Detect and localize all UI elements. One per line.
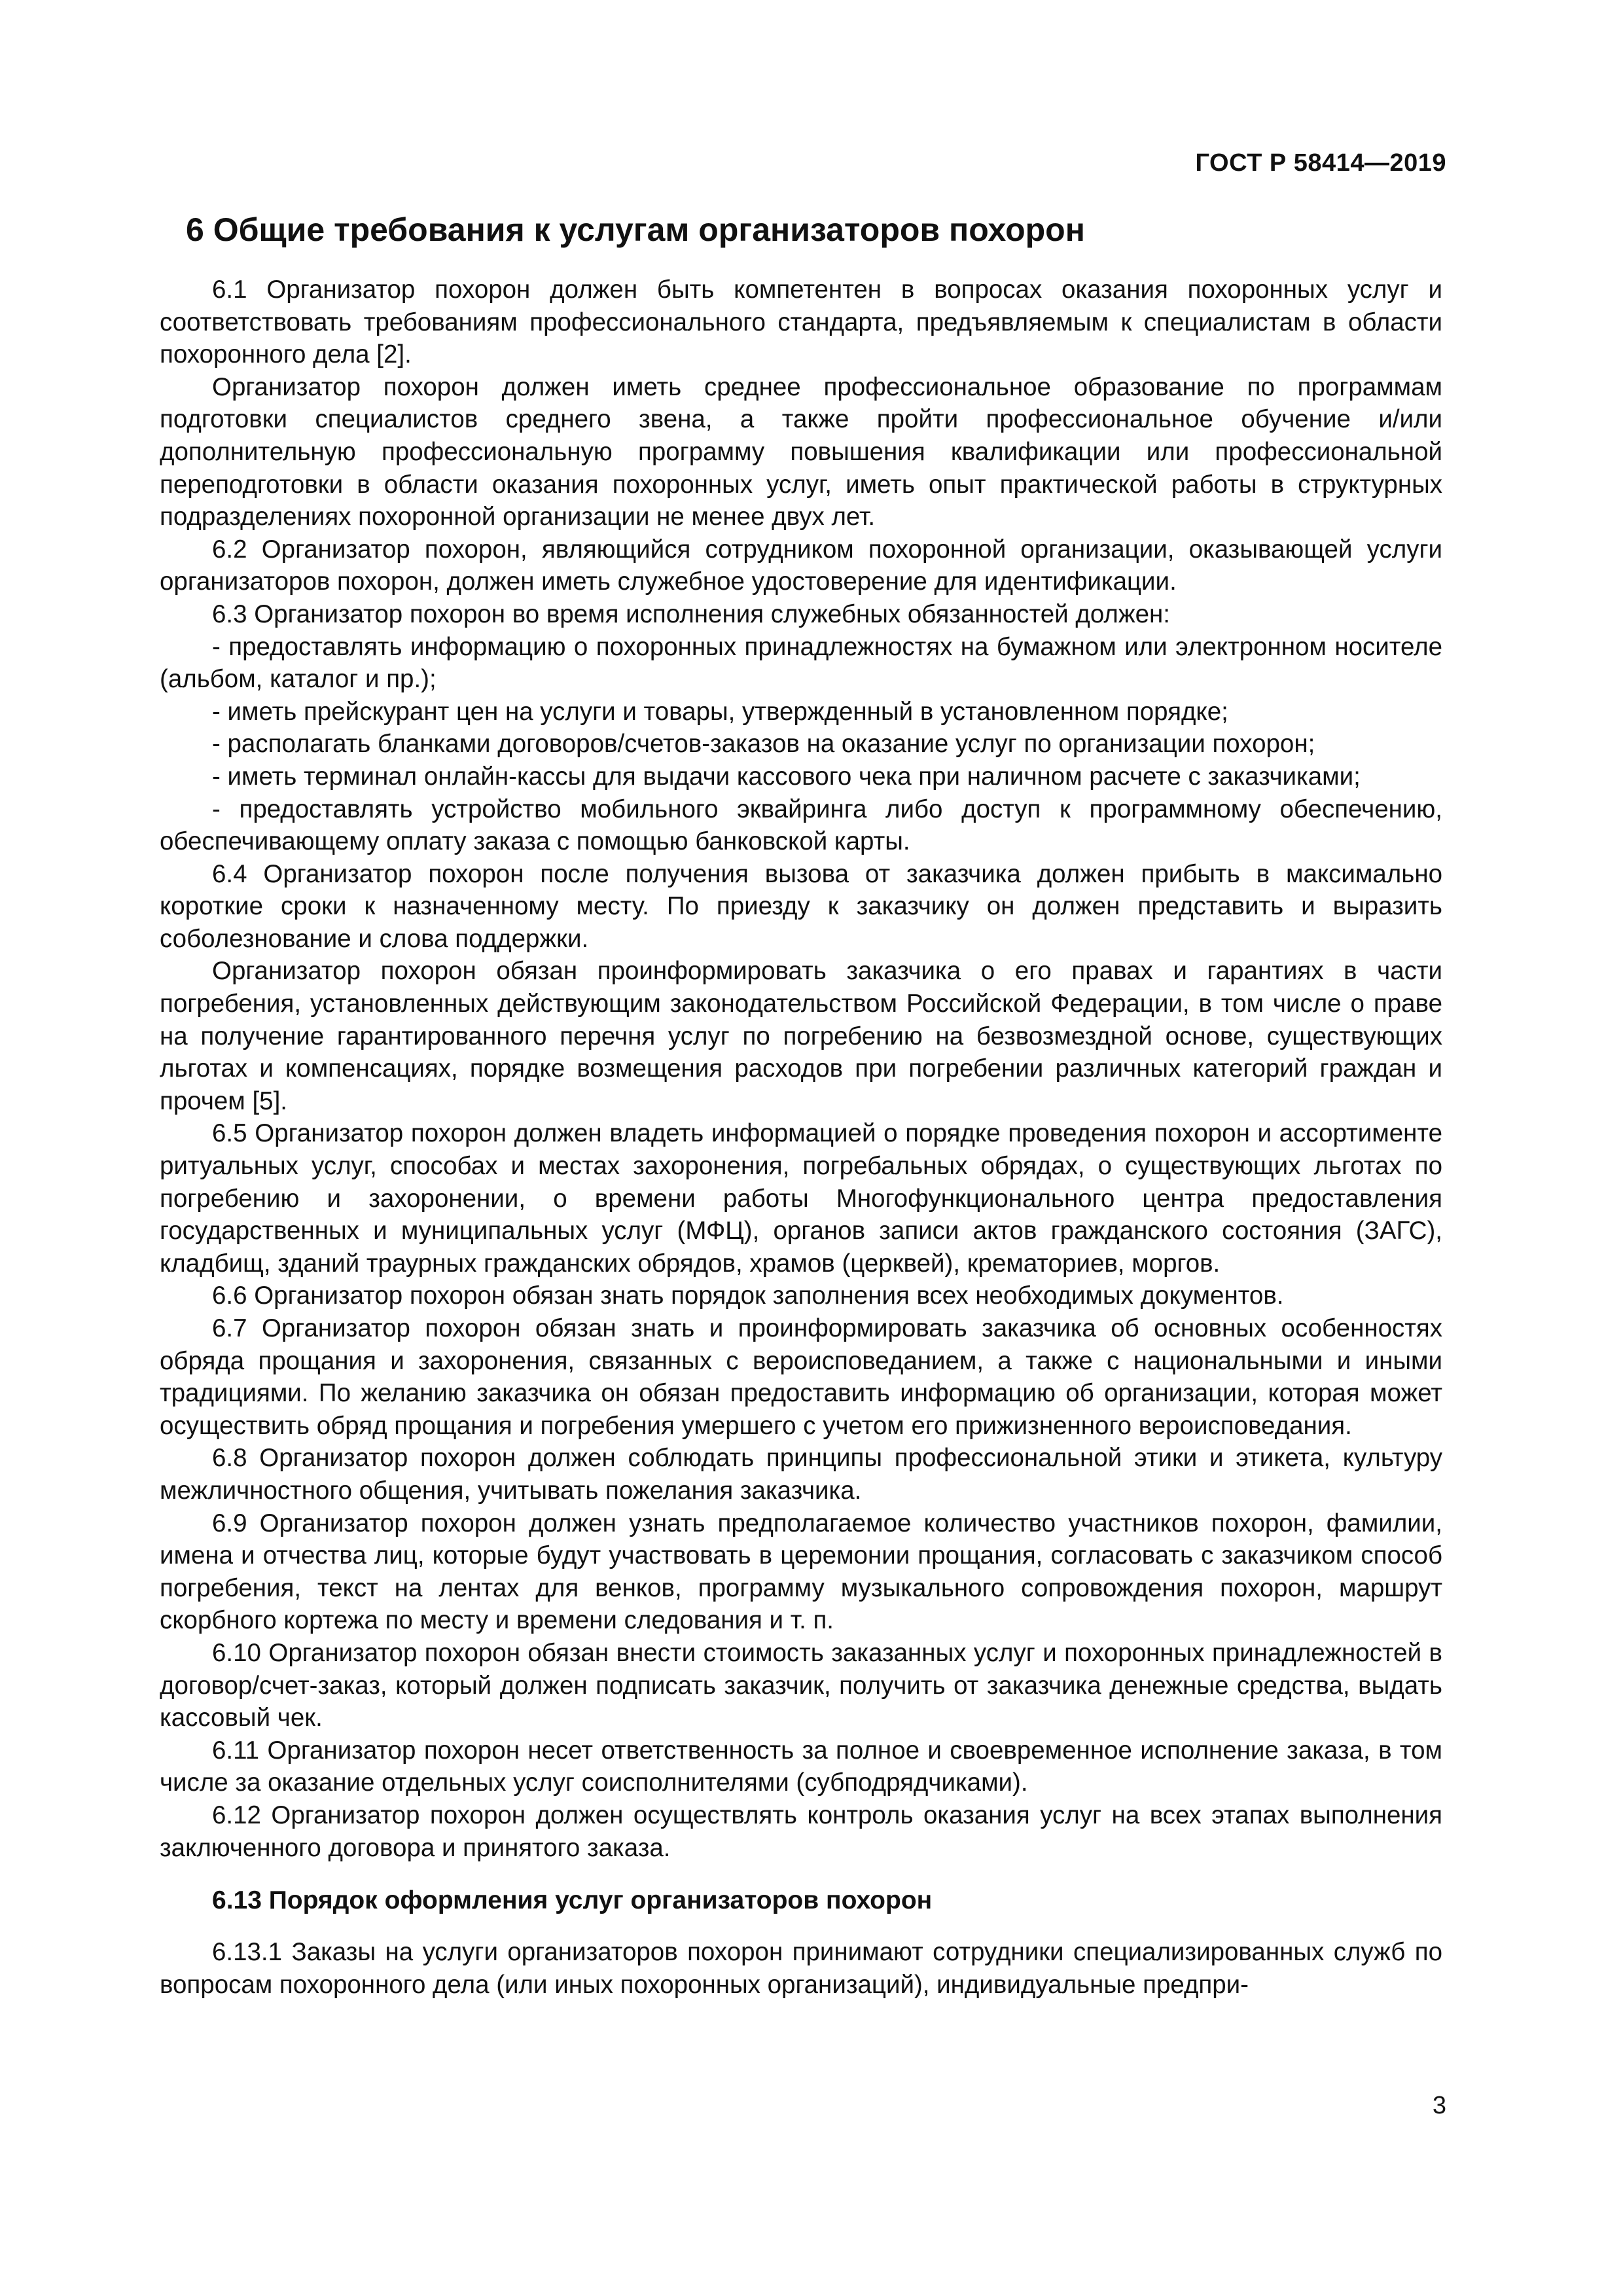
paragraph-6-5: 6.5 Организатор похорон должен владеть информацией о порядке проведения похорон и ассортименте ритуальных услуг, способах и местах захоронения, погребальных обрядах, о существующих льготах по погребению и захоронении, о времени работы Многофункционального центра предоставления государственных и муниципальных услуг (МФЦ), органов записи актов гражданского состояния (ЗАГС), кладбищ, зданий траурных гражданских обрядов, храмов (церквей), крематориев, моргов. [160, 1119, 1442, 1278]
paragraph-6-10: 6.10 Организатор похорон обязан внести стоимость заказанных услуг и похоронных принадлежностей в договор/счет-заказ, который должен подписать заказчик, получить от заказчика денежные средства, выдать кассовый чек. [160, 1638, 1442, 1732]
list-item: - иметь терминал онлайн-кассы для выдачи кассового чека при наличном расчете с заказчиками; [212, 762, 1361, 791]
list-item: - располагать бланками договоров/счетов-заказов на оказание услуг по организации похорон; [212, 730, 1315, 759]
paragraph-6-13-1: 6.13.1 Заказы на услуги организаторов похорон принимают сотрудники специализированных служб по вопросам похоронного дела (или иных похоронных организаций), индивидуальные предпри- [160, 1938, 1442, 1999]
paragraph-6-1: 6.1 Организатор похорон должен быть компетентен в вопросах оказания похоронных услуг и соответствовать требованиям профессионального стандарта, предъявляемым к специалистам в области похоронного дела [2]. [160, 276, 1442, 369]
page-number: 3 [1432, 2092, 1446, 2119]
paragraph-6-1-education: Организатор похорон должен иметь среднее профессиональное образование по программам подготовки специалистов среднего звена, а также пройти профессиональное обучение и/или дополнительную профессиональную программу повышения квалификации или профессиональной переподготовки в области оказания похоронных услуг, иметь опыт практической работы в структурных подразделениях похоронной организации не менее двух лет. [160, 372, 1442, 531]
paragraph-6-4-rights: Организатор похорон обязан проинформировать заказчика о его правах и гарантиях в части погребения, установленных действующим законодательством Российской Федерации, в том числе о праве на получение гарантированного перечня услуг по погребению на безвозмездной основе, существующих льготах и компенсациях, порядке возмещения расходов при погребении различных категорий граждан и прочем [5]. [160, 957, 1442, 1115]
list-item: - иметь прейскурант цен на услуги и товары, утвержденный в установленном порядке; [212, 697, 1228, 726]
paragraph-6-2: 6.2 Организатор похорон, являющийся сотрудником похоронной организации, оказывающей услуги организаторов похорон, должен иметь служебное удостоверение для идентификации. [160, 535, 1442, 596]
paragraph-6-11: 6.11 Организатор похорон несет ответственность за полное и своевременное исполнение заказа, в том числе за оказание отдельных услуг соисполнителями (субподрядчиками). [160, 1736, 1442, 1797]
paragraph-6-3: 6.3 Организатор похорон во время исполнения служебных обязанностей должен: [212, 600, 1170, 628]
paragraph-6-9: 6.9 Организатор похорон должен узнать предполагаемое количество участников похорон, фамилии, имена и отчества лиц, которые будут участвовать в церемонии прощания, согласовать с заказчиком способ погребения, текст на лентах для венков, программу музыкального сопровождения похорон, маршрут скорбного кортежа по месту и времени следования и т. п. [160, 1509, 1442, 1635]
paragraph-6-7: 6.7 Организатор похорон обязан знать и проинформировать заказчика об основных особенностях обряда прощания и захоронения, связанных с вероисповеданием, а также с национальными и иными традициями. По желанию заказчика он обязан предоставить информацию об организации, которая может осуществить обряд прощания и погребения умершего с учетом его прижизненного вероисповедания. [160, 1314, 1442, 1440]
paragraph-6-4: 6.4 Организатор похорон после получения вызова от заказчика должен прибыть в максимально короткие сроки к назначенному месту. По приезду к заказчику он должен представить и выразить соболезнование и слова поддержки. [160, 859, 1442, 953]
paragraph-6-8: 6.8 Организатор похорон должен соблюдать принципы профессиональной этики и этикета, культуру межличностного общения, учитывать пожелания заказчика. [160, 1444, 1442, 1505]
subsection-title: 6.13 Порядок оформления услуг организаторов похорон [212, 1886, 933, 1915]
standard-code: ГОСТ Р 58414—2019 [1195, 149, 1446, 177]
paragraph-6-12: 6.12 Организатор похорон должен осуществлять контроль оказания услуг на всех этапах выполнения заключенного договора и принятого заказа. [160, 1801, 1442, 1862]
list-item: - предоставлять информацию о похоронных принадлежностях на бумажном или электронном носителе (альбом, каталог и пр.); [160, 632, 1442, 694]
paragraph-6-6: 6.6 Организатор похорон обязан знать порядок заполнения всех необходимых документов. [212, 1282, 1284, 1310]
list-item: - предоставлять устройство мобильного эквайринга либо доступ к программному обеспечению, обеспечивающему оплату заказа с помощью банковской карты. [160, 795, 1442, 856]
document-content [160, 209, 1442, 2001]
section-title: 6 Общие требования к услугам организаторов похорон [186, 211, 1085, 248]
